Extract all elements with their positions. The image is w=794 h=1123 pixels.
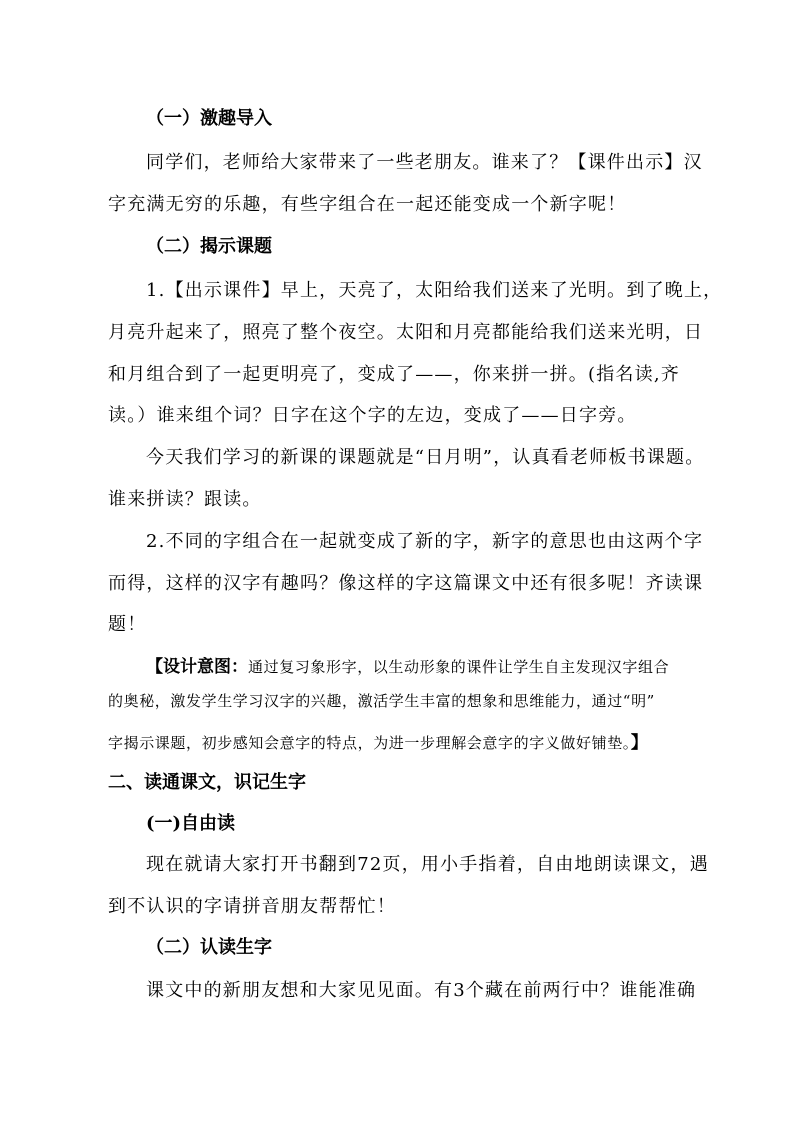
design-intent-line (146, 652, 669, 677)
paragraph-line: 1.【出示课件】早上，天亮了，太阳给我们送来了光明。到了晚上， (146, 280, 723, 301)
paragraph-line: 和月组合到了一起更明亮了，变成了——，你来拼一拼。(指名读,齐 (108, 364, 680, 385)
paragraph-line: 题！ (108, 614, 147, 635)
paragraph-line: 读。）谁来组个词？日字在这个字的左边，变成了——日字旁。 (108, 405, 637, 426)
paragraph-line: 2.不同的字组合在一起就变成了新的字，新字的意思也由这两个字 (146, 531, 704, 552)
heading-stimulate-interest: （一）激趣导入 (146, 108, 272, 129)
paragraph-line: 现在就请大家打开书翻到72页，用小手指着，自由地朗读课文，遇 (146, 854, 709, 875)
paragraph-line: 字充满无穷的乐趣，有些字组合在一起还能变成一个新字呢！ (108, 194, 627, 215)
paragraph-line: 谁来拼读？跟读。 (108, 489, 262, 510)
paragraph-line: 同学们，老师给大家带来了一些老朋友。谁来了？【课件出示】汉 (146, 152, 703, 173)
design-intent-text: 字揭示课题，初步感知会意字的特点，为进一步理解会意字的字义做好铺垫。 (108, 734, 631, 752)
heading-learn-characters: （二）认读生字 (146, 937, 272, 958)
paragraph-line: 到不认识的字请拼音朋友帮帮忙！ (108, 896, 396, 917)
design-intent-text: 的奥秘，激发学生学习汉字的兴趣，激活学生丰富的想象和思维能力，通过“明” (108, 692, 655, 710)
paragraph-line: 课文中的新朋友想和大家见见面。有3个藏在前两行中？谁能准确 (146, 980, 697, 1001)
paragraph-line: 月亮升起来了，照亮了整个夜空。太阳和月亮都能给我们送来光明，日 (108, 322, 704, 343)
design-intent-text: 通过复习象形字，以生动形象的课件让学生自主发现汉字组合 (248, 658, 670, 676)
paragraph-line: 今天我们学习的新课的课题就是“日月明”，认真看老师板书课题。 (146, 447, 705, 468)
design-intent-close: 】 (630, 733, 648, 753)
design-intent-label: 【设计意图： (146, 657, 248, 677)
heading-reveal-topic: （二）揭示课题 (146, 236, 272, 257)
paragraph-line: 而得，这样的汉字有趣吗？像这样的字这篇课文中还有很多呢！齐读课 (108, 573, 704, 594)
design-intent-line (108, 728, 648, 753)
section-heading-read-text: 二、读通课文，识记生字 (108, 772, 306, 793)
heading-free-reading: (一)自由读 (146, 813, 236, 834)
